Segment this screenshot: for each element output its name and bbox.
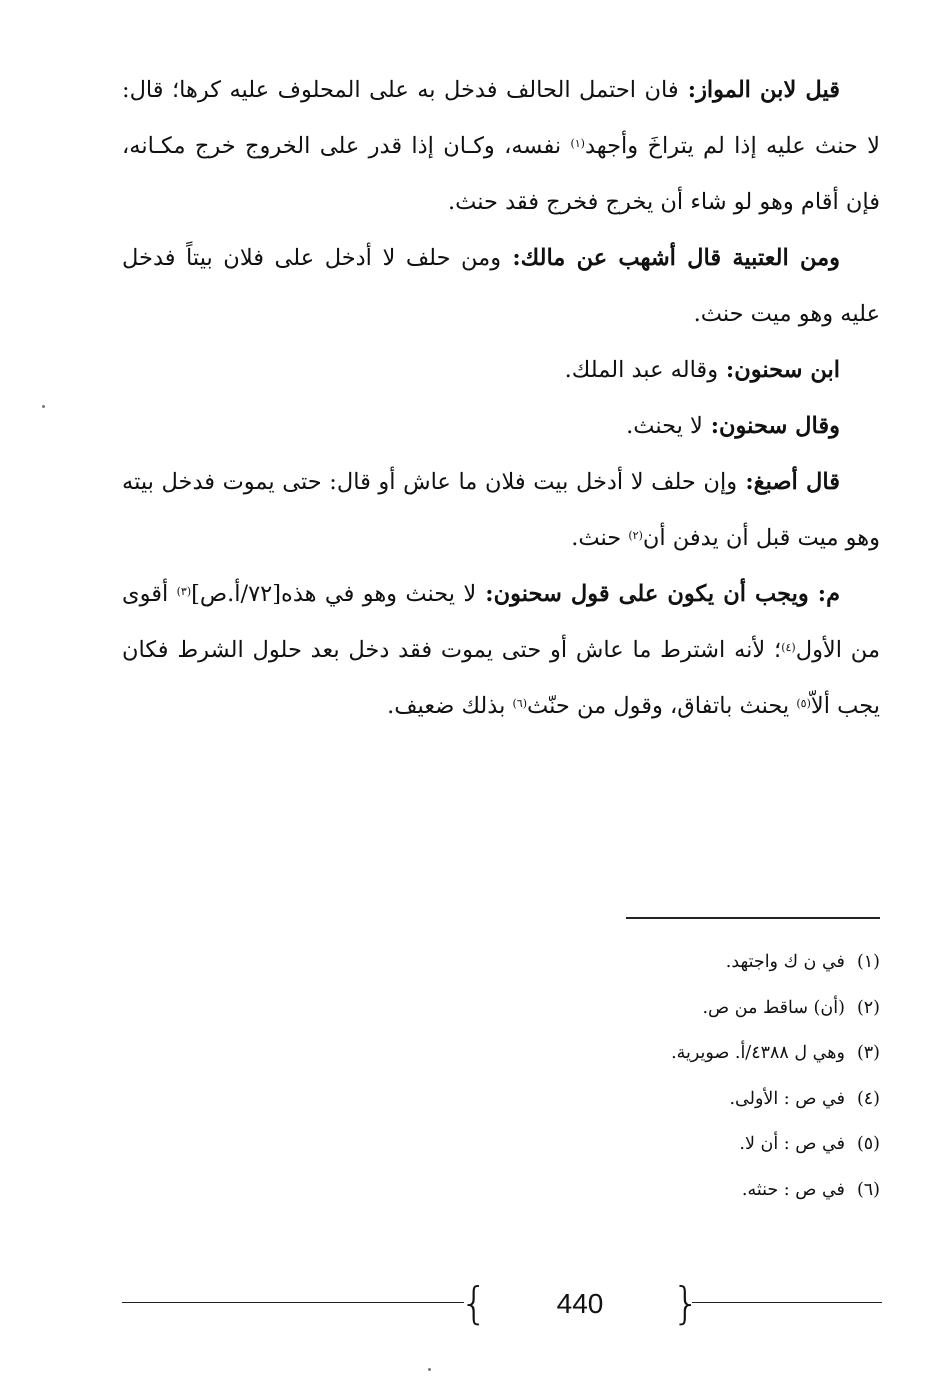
footnote-ref: (٥) bbox=[796, 697, 811, 710]
main-text bbox=[122, 62, 880, 734]
lead-phrase: وقال سحنون: bbox=[702, 413, 840, 439]
text-run: وقاله عبد الملك. bbox=[564, 357, 719, 383]
footnote-number: (٦) bbox=[856, 1179, 880, 1200]
footnote-ref: (١) bbox=[570, 137, 585, 150]
footnote-text: في ن ك واجتهد. bbox=[725, 952, 845, 972]
paragraph bbox=[122, 454, 880, 566]
footnote-number: (٥) bbox=[856, 1134, 880, 1154]
footnote bbox=[500, 1168, 880, 1214]
left-brace-ornament: { bbox=[460, 1278, 488, 1329]
lead-phrase: ومن العتبية قال أشهب عن مالك: bbox=[501, 245, 840, 271]
text-run: حنث. bbox=[571, 525, 629, 551]
footnote-text: في ص : أن لا. bbox=[739, 1134, 845, 1154]
page-number: 440 bbox=[556, 1288, 604, 1319]
paragraph bbox=[122, 342, 880, 398]
footer-rule-right bbox=[692, 1302, 882, 1303]
scan-speck bbox=[428, 1368, 431, 1371]
footnote bbox=[500, 940, 880, 986]
lead-phrase: قال أصبغ: bbox=[737, 469, 840, 495]
text-run: بذلك ضعيف. bbox=[387, 693, 513, 719]
paragraph bbox=[122, 62, 880, 230]
footnote bbox=[500, 1122, 880, 1168]
footnote-number: (٤) bbox=[856, 1088, 880, 1109]
footnote-ref: (٢) bbox=[628, 529, 643, 542]
footnote-ref: (٣) bbox=[176, 585, 192, 598]
text-run: لا يحنث وهو في هذه[٧٢/أ.ص] bbox=[191, 581, 477, 607]
footnote-text: في ص : حنثه. bbox=[741, 1179, 845, 1200]
footnote-number: (٣) bbox=[856, 1043, 880, 1063]
text-run: نفسه، وكـان إذا قدر على الخروج خرج مكـانه، فإن أقام وهو لو شاء أن يخرج فخرج فقد حنث. bbox=[122, 133, 880, 215]
lead-phrase: م: ويجب أن يكون على قول سحنون: bbox=[476, 581, 840, 607]
footnote-number: (١) bbox=[856, 952, 880, 972]
footnote-number: (٢) bbox=[856, 997, 880, 1018]
footnote bbox=[500, 1031, 880, 1077]
lead-phrase: قيل لابن المواز: bbox=[678, 77, 840, 103]
footnotes bbox=[500, 940, 880, 1213]
paragraph bbox=[122, 566, 880, 734]
scan-speck bbox=[42, 405, 45, 408]
right-brace-ornament: } bbox=[672, 1278, 700, 1329]
footer-rule-left bbox=[122, 1302, 464, 1303]
footnote-text: في ص : الأولى. bbox=[729, 1088, 845, 1109]
text-run: ومن حلف لا أدخل على فلان بيتاً فدخل عليه وهو ميت حنث. bbox=[122, 245, 880, 327]
footnote bbox=[500, 986, 880, 1032]
paragraph bbox=[122, 398, 880, 454]
footnote bbox=[500, 1077, 880, 1123]
footnote-ref: (٤) bbox=[781, 641, 796, 654]
footnote-text: (أن) ساقط من ص. bbox=[702, 997, 845, 1018]
text-run: أقوى من الأول bbox=[122, 581, 880, 663]
text-run: ؛ لأنه اشترط ما عاش أو حتى يموت فقد دخل بعد حلول الشرط فكان يجب ألاّ bbox=[122, 637, 880, 719]
page-footer bbox=[122, 1280, 882, 1336]
text-run: وإن حلف لا أدخل بيت فلان ما عاش أو قال: حتى يموت فدخل بيته وهو ميت قبل أن يدفن أن bbox=[122, 469, 880, 551]
paragraph bbox=[122, 230, 880, 342]
footnote-separator bbox=[626, 917, 880, 919]
footnote-text: وهي ل ٤٣٨٨/أ. صويرية. bbox=[671, 1043, 845, 1063]
text-run: لا يحنث. bbox=[626, 413, 703, 439]
text-run: فان احتمل الحالف فدخل به على المحلوف عليه كرها؛ قال: لا حنث عليه إذا لم يتراخَ وأجهد bbox=[122, 77, 880, 159]
lead-phrase: ابن سحنون: bbox=[718, 357, 840, 383]
text-run: يحنث باتفاق، وقول من حنّث bbox=[527, 693, 797, 719]
footnote-ref: (٦) bbox=[512, 697, 528, 710]
